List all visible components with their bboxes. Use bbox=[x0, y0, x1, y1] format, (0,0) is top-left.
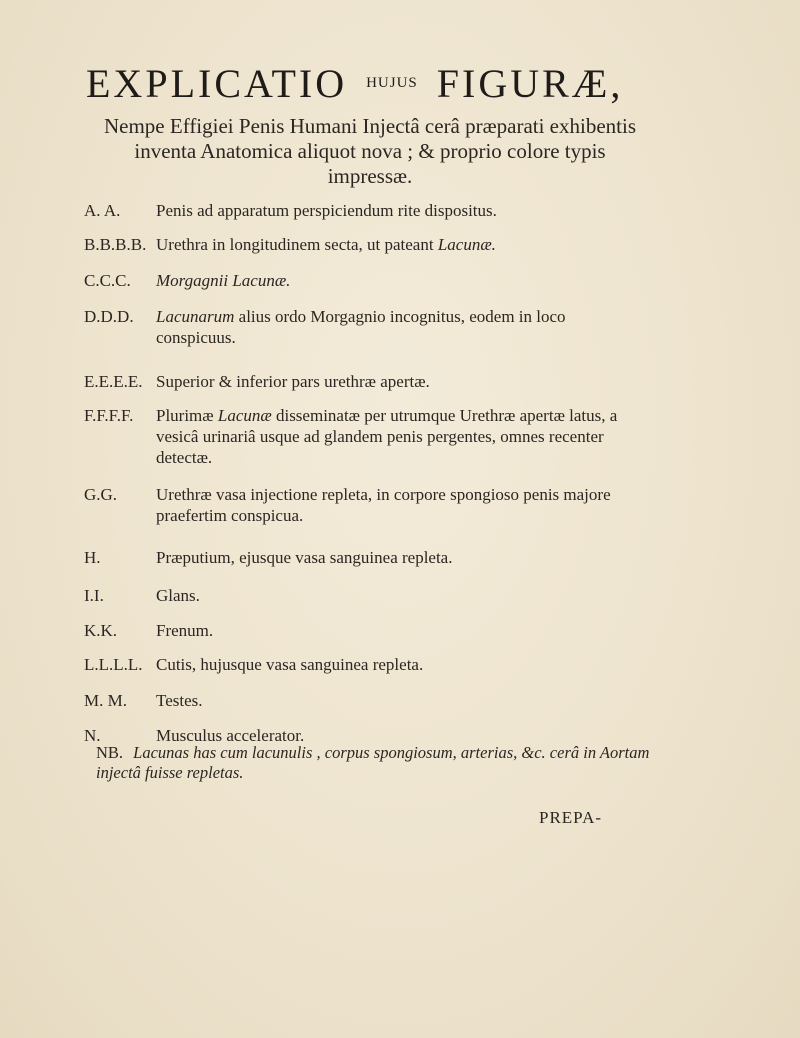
legend-key: H. bbox=[84, 548, 101, 567]
legend-description-italic: Morgagnii Lacunæ. bbox=[156, 271, 291, 290]
catchword: PREPA- bbox=[539, 808, 603, 827]
legend-description bbox=[156, 405, 644, 468]
legend-key: C.C.C. bbox=[84, 271, 131, 290]
legend-key: F.F.F.F. bbox=[84, 406, 134, 425]
legend-key: I.I. bbox=[84, 586, 104, 605]
legend-key: G.G. bbox=[84, 485, 118, 504]
legend-entry bbox=[84, 405, 644, 468]
legend-description bbox=[156, 234, 644, 255]
legend-description-italic: Lacunæ bbox=[217, 406, 272, 425]
legend-description-text: Musculus accelerator. bbox=[156, 726, 305, 745]
legend-entry bbox=[84, 200, 644, 221]
nota-bene-key: NB. bbox=[96, 743, 124, 762]
legend-entry bbox=[84, 585, 644, 606]
title-small-word: HUJUS bbox=[366, 75, 418, 92]
legend-description bbox=[156, 654, 644, 675]
legend-entry bbox=[84, 690, 644, 711]
legend-description-text: Glans. bbox=[156, 586, 200, 605]
legend-description bbox=[156, 690, 644, 711]
legend-entry bbox=[84, 620, 644, 641]
nota-bene-text: Lacunas has cum lacunulis , corpus spongiosum, arterias, &c. cerâ in Aortam injectâ fuisse repletas. bbox=[96, 743, 650, 782]
legend-description-text: Testes. bbox=[156, 691, 203, 710]
legend-description-text: Frenum. bbox=[156, 621, 214, 640]
legend-key: B.B.B.B. bbox=[84, 235, 147, 254]
legend-description bbox=[156, 547, 644, 568]
nota-bene bbox=[96, 743, 656, 783]
legend-entry bbox=[84, 654, 644, 675]
legend-description-text: Superior & inferior pars urethræ apertæ. bbox=[156, 372, 430, 391]
legend-key: L.L.L.L. bbox=[84, 655, 143, 674]
legend-description-text: Urethræ vasa injectione repleta, in corpore spongioso penis majore praefertim conspicua. bbox=[156, 485, 611, 525]
legend-description-text: Penis ad apparatum perspiciendum rite dispositus. bbox=[156, 201, 497, 220]
page-title bbox=[86, 60, 686, 107]
legend-description-text: Cutis, hujusque vasa sanguinea repleta. bbox=[156, 655, 424, 674]
legend-description-italic: Lacunæ. bbox=[437, 235, 496, 254]
legend-description bbox=[156, 306, 644, 348]
legend-description-text-cont: disseminatæ per utrumque Urethræ apertæ latus, a vesicâ urinariâ usque ad glandem penis pergentes, omnes recenter detectæ. bbox=[156, 406, 618, 467]
legend-description-italic: Lacunarum bbox=[156, 307, 235, 326]
legend-description bbox=[156, 620, 644, 641]
legend-entry bbox=[84, 547, 644, 568]
legend-description bbox=[156, 484, 644, 526]
legend-description bbox=[156, 200, 644, 221]
legend-key: N. bbox=[84, 726, 101, 745]
title-main-right: FIGURÆ, bbox=[436, 61, 624, 106]
legend-key: A. A. bbox=[84, 201, 121, 220]
legend-description-text-cont: alius ordo Morgagnio incognitus, eodem in loco conspicuus. bbox=[156, 307, 566, 347]
legend-key: D.D.D. bbox=[84, 307, 134, 326]
legend-entry bbox=[84, 371, 644, 392]
legend-key: M. M. bbox=[84, 691, 127, 710]
legend-description-text: Urethra in longitudinem secta, ut pateant bbox=[156, 235, 438, 254]
legend-entry bbox=[84, 484, 644, 526]
legend-entry bbox=[84, 270, 644, 291]
legend-description bbox=[156, 371, 644, 392]
legend-description bbox=[156, 585, 644, 606]
legend-key: E.E.E.E. bbox=[84, 372, 143, 391]
legend-description-text: Præputium, ejusque vasa sanguinea repleta. bbox=[156, 548, 453, 567]
title-main-left: EXPLICATIO bbox=[86, 61, 348, 106]
legend-entry bbox=[84, 306, 644, 348]
legend-description-text: Plurimæ bbox=[156, 406, 218, 425]
legend-entry bbox=[84, 234, 644, 255]
legend-key: K.K. bbox=[84, 621, 118, 640]
legend-description bbox=[156, 270, 644, 291]
page-subtitle: Nempe Effigiei Penis Humani Injectâ cerâ præparati exhibentis inventa Anatomica aliquot nova ; & proprio colore typis impressæ. bbox=[103, 114, 636, 188]
